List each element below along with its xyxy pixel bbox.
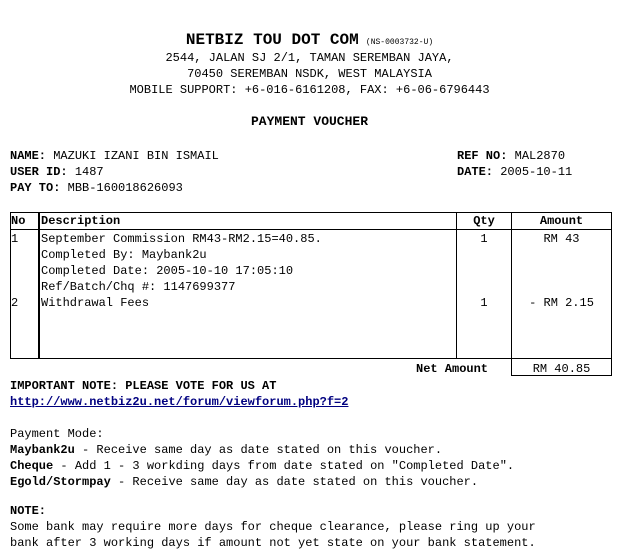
net-amount-value: RM 40.85 — [532, 362, 591, 376]
ref-label: REF NO: — [457, 149, 508, 163]
payment-method-text: - Add 1 - 3 workding days from date stated on "Completed Date". — [53, 459, 515, 473]
payto-row — [10, 181, 183, 195]
note-title: NOTE: — [10, 504, 47, 518]
ref-row — [457, 149, 565, 163]
row-2-amount: - RM 2.15 — [529, 296, 594, 310]
col-header-no: No — [11, 214, 26, 228]
row-2-desc-line-1: Withdrawal Fees — [41, 296, 150, 310]
col-header-qty: Qty — [473, 214, 495, 228]
row-1-desc-line-1: September Commission RM43-RM2.15=40.85. — [41, 232, 322, 246]
note-line-2: bank after 3 working days if amount not yet state on your bank statement. — [10, 536, 536, 550]
doc-title: PAYMENT VOUCHER — [250, 114, 369, 129]
row-2-qty: 1 — [480, 296, 488, 310]
payment-mode-maybank — [10, 443, 442, 457]
name-row — [10, 149, 219, 163]
user-row — [10, 165, 104, 179]
payment-mode-cheque — [10, 459, 514, 473]
ref-value: MAL2870 — [514, 149, 566, 163]
row-1-desc-line-4: Ref/Batch/Chq #: 1147699377 — [41, 280, 236, 294]
payment-method-text: - Receive same day as date stated on this voucher. — [110, 475, 479, 489]
address-line-1: 2544, JALAN SJ 2/1, TAMAN SEREMBAN JAYA, — [165, 51, 454, 65]
date-row — [457, 165, 572, 179]
row-2-no: 2 — [11, 296, 19, 310]
payment-method: Egold/Stormpay — [10, 475, 111, 489]
payment-mode-title: Payment Mode: — [10, 427, 104, 441]
payment-method-text: - Receive same day as date stated on this voucher. — [74, 443, 443, 457]
date-value: 2005-10-11 — [500, 165, 573, 179]
row-1-qty: 1 — [480, 232, 488, 246]
payto-label: PAY TO: — [10, 181, 61, 195]
col-header-amount: Amount — [539, 214, 584, 228]
payment-mode-egold — [10, 475, 478, 489]
net-amount-label: Net Amount — [416, 362, 489, 376]
col-header-description: Description — [41, 214, 121, 228]
date-label: DATE: — [457, 165, 494, 179]
row-1-desc-line-2: Completed By: Maybank2u — [41, 248, 207, 262]
forum-link[interactable]: http://www.netbiz2u.net/forum/viewforum.php?f=2 — [10, 395, 349, 409]
note-line-1: Some bank may require more days for cheque clearance, please ring up your — [10, 520, 536, 534]
row-1-desc-line-3: Completed Date: 2005-10-10 17:05:10 — [41, 264, 294, 278]
name-label: NAME: — [10, 149, 47, 163]
address-line-2: 70450 SEREMBAN NSDK, WEST MALAYSIA — [187, 67, 432, 81]
company-name: NETBIZ TOU DOT COM — [185, 31, 359, 49]
name-value: MAZUKI IZANI BIN ISMAIL — [53, 149, 219, 163]
payment-method: Cheque — [10, 459, 54, 473]
payto-value: MBB-160018626093 — [67, 181, 183, 195]
company-reg: (NS-0003732-U) — [365, 38, 434, 47]
support-line: MOBILE SUPPORT: +6-016-6161208, FAX: +6-06-6796443 — [129, 83, 490, 97]
row-1-amount: RM 43 — [543, 232, 580, 246]
row-1-no: 1 — [11, 232, 19, 246]
user-value: 1487 — [74, 165, 104, 179]
company-header — [0, 31, 619, 52]
important-note: IMPORTANT NOTE: PLEASE VOTE FOR US AT — [10, 379, 277, 393]
payment-method: Maybank2u — [10, 443, 75, 457]
user-label: USER ID: — [10, 165, 68, 179]
